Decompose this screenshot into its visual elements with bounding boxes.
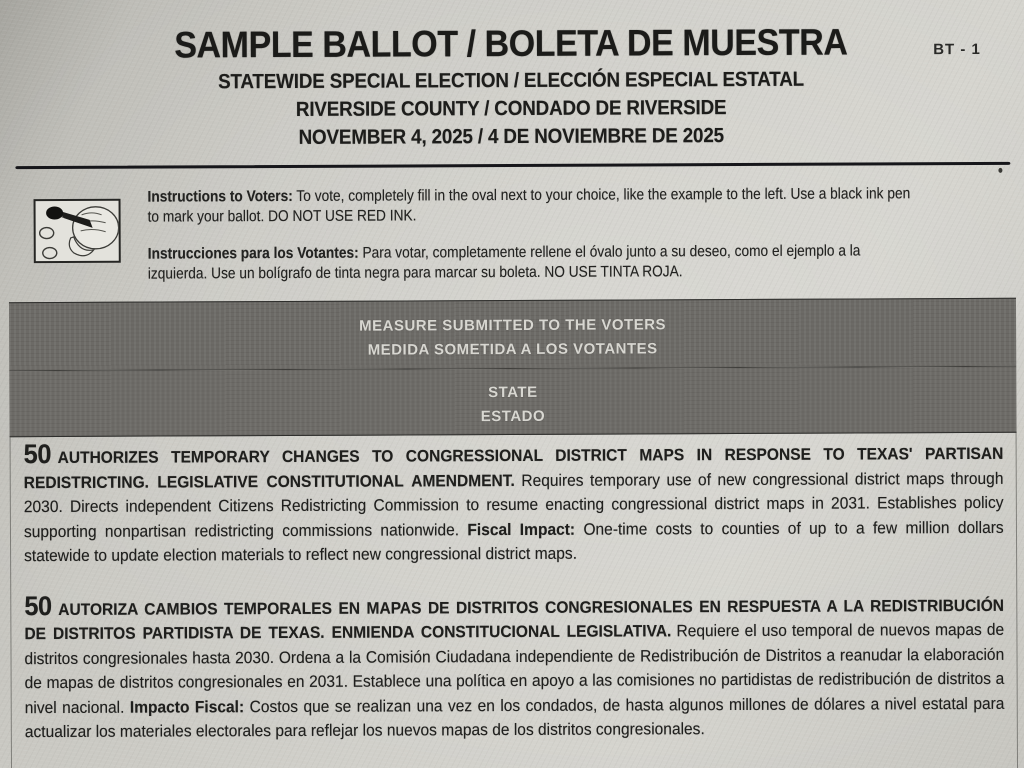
election-subtitle: STATEWIDE SPECIAL ELECTION / ELECCIÓN ESPECIAL ESTATAL bbox=[217, 67, 805, 94]
measure-header-english: MEASURE SUBMITTED TO THE VOTERS bbox=[359, 316, 667, 335]
hand-filling-oval-icon bbox=[36, 201, 119, 261]
photo-speck bbox=[998, 168, 1002, 173]
state-label-english: STATE bbox=[488, 383, 538, 402]
measure-title-spanish: AUTORIZA CAMBIOS TEMPORALES EN MAPAS DE DISTRITOS CONGRESIONALES EN RESPUESTA A LA REDISTRIBUCIÓN DE DISTRITOS PARTIDISTA DE TEXAS. ENMIENDA CONSTITUCIONAL LEGISLATIVA. bbox=[24, 596, 1005, 644]
instructions-spanish-label: Instrucciones para los Votantes: bbox=[147, 244, 359, 263]
fiscal-impact-label-spanish: Impacto Fiscal: bbox=[129, 697, 245, 717]
measure-header-spanish: MEDIDA SOMETIDA A LOS VOTANTES bbox=[367, 340, 658, 359]
fiscal-impact-label-english: Fiscal Impact: bbox=[467, 520, 576, 539]
fill-oval-example-icon bbox=[34, 199, 121, 263]
measure-text-area bbox=[10, 433, 1018, 768]
measure-number: 50 bbox=[23, 439, 52, 470]
measure-title-english: AUTHORIZES TEMPORARY CHANGES TO CONGRESSIONAL DISTRICT MAPS IN RESPONSE TO TEXAS' PARTISAN REDISTRICTING. LEGISLATIVE CONSTITUTIONAL AMENDMENT. bbox=[23, 444, 1004, 492]
instructions-english bbox=[147, 184, 922, 227]
page-title: SAMPLE BALLOT / BOLETA DE MUESTRA bbox=[174, 21, 848, 66]
state-label-spanish: ESTADO bbox=[480, 407, 546, 426]
instructions-spanish-text: Para votar, completamente rellene el óvalo junto a su deseo, como el ejemplo a la izquierda. Use un bolígrafo de tinta negra para marcar su boleta. NO USE TINTA ROJA. bbox=[147, 242, 861, 283]
header-separator-line bbox=[15, 162, 1010, 169]
measure-body-english: Requires temporary use of new congressional district maps through 2030. Directs independent Citizens Redistricting Commission to resume enacting congressional district maps in 2031. Establishes policy supporting nonpartisan redistricting commissions nationwide. bbox=[23, 469, 1004, 541]
fiscal-impact-text-english: One-time costs to counties of up to a few million dollars statewide to update election materials to reflect new congressional district maps. bbox=[24, 518, 1004, 566]
ballot-header bbox=[40, 0, 983, 151]
measure-50-spanish bbox=[24, 590, 1005, 744]
measure-number-spanish: 50 bbox=[24, 590, 52, 621]
fiscal-impact-text-spanish: Costos que se realizan una vez en los condados, de hasta algunos millones de dólares a nivel estatal para actualizar los materiales electorales para reflejar los nuevos mapas de los distritos congresionales. bbox=[24, 694, 1005, 742]
county-subtitle: RIVERSIDE COUNTY / CONDADO DE RIVERSIDE bbox=[295, 96, 727, 121]
date-subtitle: NOVEMBER 4, 2025 / 4 DE NOVIEMBRE DE 2025 bbox=[298, 124, 724, 149]
voter-instructions-section bbox=[33, 184, 1023, 285]
ballot-type-code: BT - 1 bbox=[933, 40, 981, 59]
measure-section bbox=[9, 298, 1018, 768]
measure-header-bar bbox=[9, 298, 1016, 370]
measure-body-spanish: Requiere el uso temporal de nuevos mapas de distritos congresionales hasta 2030. Ordena a la Comisión Ciudadana independiente de Redistribución de Distritos a reanudar la elaboración de mapas de distritos congresionales en 2031. Establece una política en apoyo a las comisiones no partidistas de redistribución de distritos a nivel nacional. bbox=[24, 620, 1005, 717]
state-subheader-bar bbox=[9, 367, 1016, 437]
measure-50-english bbox=[23, 439, 1004, 569]
instructions-english-text: To vote, completely fill in the oval next to your choice, like the example to the left. Use a black ink pen to mark your ballot. DO NOT USE RED INK. bbox=[147, 185, 911, 226]
instructions-text-column bbox=[147, 184, 923, 284]
instructions-spanish bbox=[148, 241, 923, 284]
instructions-english-label: Instructions to Voters: bbox=[147, 187, 293, 206]
